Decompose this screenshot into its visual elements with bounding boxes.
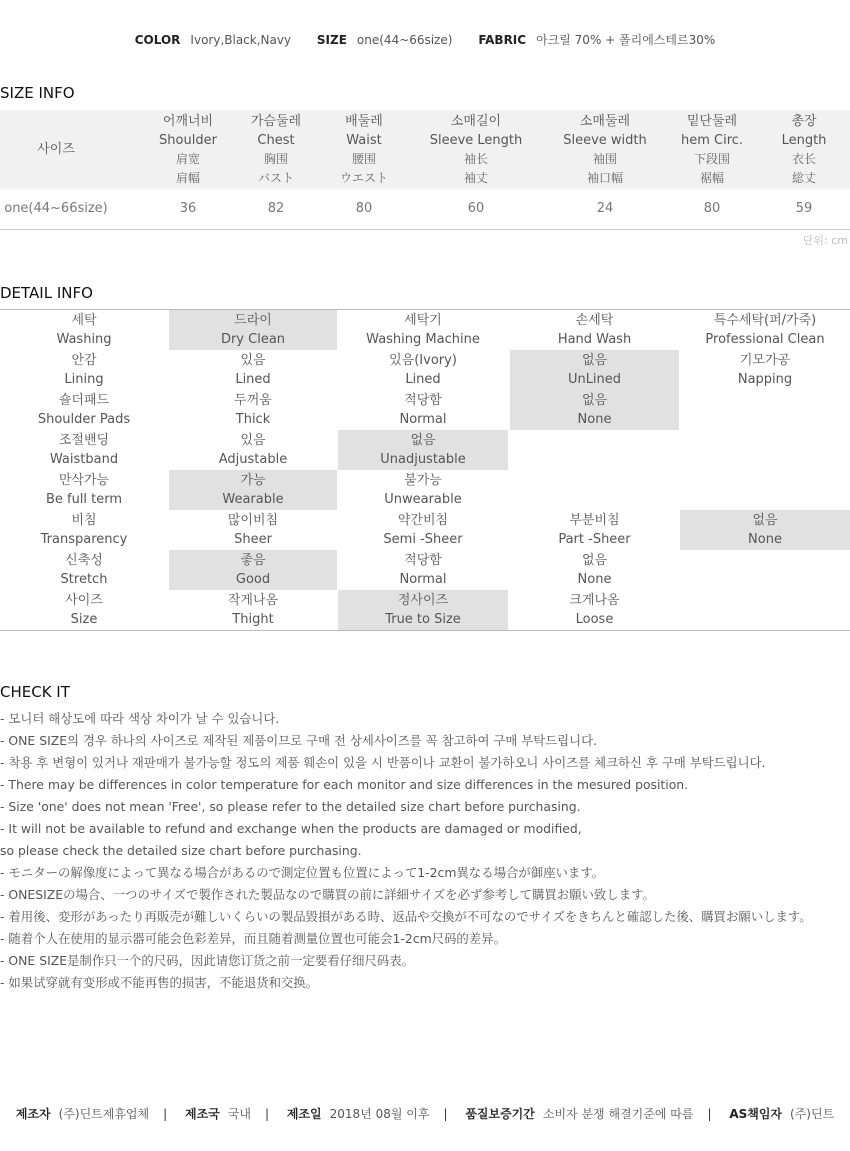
detail-option [169,350,337,390]
detail-option [680,590,850,630]
detail-option [338,310,508,350]
size-header-jp: 袖丈 [463,170,488,185]
size-column-header [667,110,757,189]
detail-option-en: Lined [405,372,441,387]
size-header-jp: 裾幅 [699,170,724,185]
detail-row-label [0,350,168,390]
detail-option-ko: 좋음 [240,553,266,568]
detail-option [510,310,679,350]
detail-label-ko: 세탁 [71,313,97,328]
maker-value: (주)딘트제휴업체 [58,1107,150,1121]
detail-option-ko: 불가능 [404,473,442,488]
date-label: 제조일 [286,1107,322,1121]
size-value: 60 [467,201,485,216]
detail-option [680,310,850,350]
size-header-en: Length [781,132,827,148]
date-value: 2018년 08월 이후 [329,1107,430,1121]
detail-option [169,430,337,470]
detail-option-selected [169,550,337,590]
detail-option-en: Unadjustable [380,452,466,467]
detail-option-en: Professional Clean [705,332,825,347]
detail-option-selected [680,510,850,550]
size-column-header [540,110,670,189]
detail-option-ko: 없음 [581,353,608,368]
check-it-line: - 착용 후 변형이 있거나 재판매가 불가능할 정도의 제품 훼손이 있을 시 반품이나 교환이 불가하오니 사이즈를 체크하신 후 구매 부탁드립니다. [0,755,766,770]
size-value: 80 [355,201,373,216]
detail-option-ko: 없음 [581,553,608,568]
detail-option-en: None [577,572,612,587]
size-header-en: Chest [257,132,295,148]
detail-option [169,590,337,630]
detail-label-ko: 만삭가능 [58,473,110,488]
detail-option-ko: 있음 [240,433,266,448]
detail-label-ko: 조절밴딩 [58,433,110,448]
detail-option-en: Washing Machine [366,332,480,347]
size-header-cn: 下段围 [693,151,730,166]
detail-option [169,390,337,430]
detail-row-label [0,590,168,630]
size-header-jp: 袖口幅 [586,170,623,185]
size-header-ko: 총장 [791,113,817,129]
detail-option-ko: 없음 [410,433,436,448]
detail-info-title: DETAIL INFO [0,284,93,302]
detail-option-selected [338,430,508,470]
detail-option-en: Thight [232,612,274,627]
detail-label-ko: 신축성 [65,553,103,568]
detail-option-ko: 정사이즈 [397,593,449,608]
detail-option-ko: 없음 [581,393,608,408]
detail-option-selected [169,470,337,510]
size-table-row [0,189,850,230]
detail-row-label [0,310,168,350]
detail-option [510,430,679,470]
detail-row-label [0,510,168,550]
size-column-header [411,110,541,189]
fabric-value: 아크릴 70% + 폴리에스테르30% [536,33,716,47]
detail-option [338,470,508,510]
size-value: one(44~66size) [356,33,453,47]
size-value: 24 [596,201,614,216]
detail-option-ko: 적당함 [404,393,442,408]
detail-row [0,350,850,390]
detail-option-ko: 있음(Ivory) [389,353,457,368]
check-it-line: - 着用後、変形があったり再販売が難しいくらいの製品毀損がある時、返品や交換が不可なのでサイズをきちんと確認した後、購買お願いします。 [0,909,812,924]
color-label: COLOR [134,33,181,47]
size-header-en: Sleeve Length [429,132,523,148]
detail-option [338,390,508,430]
detail-option-en: Semi -Sheer [383,532,463,547]
check-it-line: - ONE SIZE의 경우 하나의 사이즈로 제작된 제품이므로 구매 전 상세사이즈를 꼭 참고하여 구매 부탁드립니다. [0,733,598,748]
detail-row [0,550,850,590]
size-header-ko: 소매길이 [450,113,502,129]
check-it-line: - 如果试穿就有变形或不能再售的损害，不能退货和交换。 [0,975,319,990]
detail-option-en: Unwearable [384,492,462,507]
detail-option-ko: 작게나옴 [227,593,279,608]
detail-option-ko: 두꺼움 [234,393,272,408]
detail-option [338,510,508,550]
country-label: 제조국 [185,1107,220,1121]
detail-option-en: Hand Wash [557,332,632,347]
detail-option-ko: 드라이 [234,313,272,328]
detail-option-selected [338,590,508,630]
fabric-label: FABRIC [478,33,527,47]
detail-option-en: Normal [399,572,447,587]
as-label: AS책임자 [729,1107,783,1121]
size-header-ko: 배둘레 [345,113,383,129]
size-table-header [0,110,850,189]
detail-option-selected [510,390,679,430]
detail-row [0,430,850,470]
unit-note: 단위: cm [802,234,848,247]
size-column-header [319,110,409,189]
as-value: (주)딘트 [790,1107,835,1121]
size-column-header [143,110,233,189]
check-it-line: - モニターの解像度によって異なる場合があるので測定位置も位置によって1-2cm異なる場合が御座います。 [0,865,605,880]
size-value: 82 [267,201,285,216]
detail-label-ko: 비침 [71,513,97,528]
detail-option-selected [169,310,337,350]
detail-option [338,550,508,590]
detail-option [680,470,850,510]
check-it-line: - 모니터 해상도에 따라 색상 차이가 날 수 있습니다. [0,711,280,726]
warranty-label: 품질보증기간 [465,1107,535,1121]
check-it-title: CHECK IT [0,683,70,701]
size-row-label: one(44~66size) [4,201,108,216]
color-value: Ivory,Black,Navy [190,33,292,47]
detail-option-en: UnLined [567,372,622,387]
check-it-line: - ONE SIZE是制作只一个的尺码，因此请您订货之前一定要看仔细尺码表。 [0,953,414,968]
detail-option-ko: 적당함 [404,553,442,568]
detail-label-en: Be full term [45,492,123,507]
size-header-jp: バスト [257,170,294,185]
detail-option-en: Good [235,572,271,587]
detail-label-en: Size [70,612,98,627]
detail-option-ko: 특수세탁(퍼/가죽) [713,313,817,328]
detail-option [680,550,850,590]
detail-option-ko: 기모가공 [739,353,791,368]
size-column-header [233,110,319,189]
detail-label-en: Washing [56,332,112,347]
detail-option-ko: 많이비침 [227,513,279,528]
detail-row [0,390,850,430]
detail-option-en: Napping [737,372,793,387]
detail-label-en: Transparency [40,532,128,547]
size-header-label: 사이즈 [37,142,75,157]
detail-option [680,390,850,430]
size-column-header [759,110,849,189]
check-it-line: - There may be differences in color temperature for each monitor and size differences in the mesured position. [0,777,689,792]
detail-row-label [0,470,168,510]
size-header-ko: 가슴둘레 [250,113,302,129]
check-it-line: - It will not be available to refund and exchange when the products are damaged or modified, [0,821,582,836]
detail-option-en: Loose [575,612,614,627]
detail-option-en: Sheer [234,532,272,547]
detail-option-ko: 있음 [240,353,266,368]
detail-row [0,310,850,350]
size-value: 36 [179,201,197,216]
detail-option-en: None [577,412,612,427]
size-header-ko: 밑단둘레 [686,113,738,129]
size-header-cn: 胸围 [263,151,288,166]
maker-label: 제조자 [15,1107,51,1121]
detail-option-en: Lined [235,372,271,387]
check-it-line: so please check the detailed size chart before purchasing. [0,843,362,858]
detail-option-en: True to Size [385,612,461,627]
size-header-en: Shoulder [159,132,217,148]
size-header-cn: 衣长 [791,151,816,166]
detail-row [0,510,850,550]
detail-option [510,550,679,590]
detail-option-en: None [748,532,782,547]
detail-option [338,350,508,390]
detail-option-ko: 가능 [240,473,266,488]
size-header-jp: ウエスト [339,170,388,185]
detail-option-en: Adjustable [218,452,288,467]
product-footer: 제조자 (주)딘트제휴업체 | 제조국 국내 | 제조일 2018년 08월 이후 | 품질보증기간 소비자 분쟁 해결기준에 따름 | AS책임자 (주)딘트 [15,1107,835,1121]
detail-option-ko: 크게나옴 [569,593,620,608]
size-header-ko: 소매둘레 [579,113,631,129]
size-label: SIZE [316,33,347,47]
detail-option-ko: 부분비침 [569,513,620,528]
check-it-line: - 随着个人在使用的显示器可能会色彩差异，而且随着测量位置也可能会1-2cm尺码的差异。 [0,931,506,946]
detail-label-en: Shoulder Pads [37,412,131,427]
detail-option-en: Dry Clean [220,332,286,347]
detail-option [680,350,850,390]
detail-label-ko: 숄더패드 [58,393,110,408]
detail-label-ko: 안감 [71,353,97,368]
detail-option-ko: 손세탁 [575,313,614,328]
country-value: 국내 [227,1107,251,1121]
detail-option-en: Part -Sheer [558,532,631,547]
detail-label-en: Stretch [60,572,108,587]
size-header-en: Sleeve width [563,132,647,148]
size-table [0,110,850,230]
size-value: 80 [703,201,721,216]
detail-option [510,510,679,550]
detail-option-ko: 약간비침 [397,513,449,528]
detail-option-en: Wearable [222,492,284,507]
detail-option [169,510,337,550]
detail-label-en: Waistband [49,452,119,467]
size-header-ko: 어깨너비 [162,113,214,129]
detail-row-label [0,390,168,430]
detail-option [680,430,850,470]
size-header-en: hem Circ. [680,132,744,148]
check-it-line: - Size 'one' does not mean 'Free', so please refer to the detailed size chart before purchasing. [0,799,581,814]
size-header-cn: 袖围 [592,151,617,166]
detail-row [0,590,850,630]
detail-option-selected [510,350,679,390]
size-info-title: SIZE INFO [0,84,75,102]
check-it-line: - ONESIZEの場合、一つのサイズで製作された製品なので購買の前に詳細サイズを必ず参考して購買お願い致します。 [0,887,655,902]
detail-info-grid [0,309,850,631]
size-header-cn: 腰围 [351,151,376,166]
detail-row-label [0,550,168,590]
size-header-cn: 袖长 [463,151,488,166]
detail-label-en: Lining [64,372,104,387]
detail-option-ko: 없음 [752,513,778,528]
size-header-jp: 総丈 [791,170,816,185]
check-it-list [0,708,850,994]
detail-option-ko: 세탁기 [404,313,442,328]
detail-option [510,470,679,510]
size-header-en: Waist [346,132,382,148]
detail-label-ko: 사이즈 [65,593,103,608]
detail-option [510,590,679,630]
detail-option-en: Thick [235,412,271,427]
detail-option-en: Normal [399,412,447,427]
product-spec-line [0,31,850,48]
size-header-cn: 肩宽 [175,151,200,166]
detail-row-label [0,430,168,470]
size-value: 59 [795,201,813,216]
detail-row [0,470,850,510]
size-header-jp: 肩幅 [175,170,200,185]
warranty-value: 소비자 분쟁 해결기준에 따름 [542,1107,694,1121]
